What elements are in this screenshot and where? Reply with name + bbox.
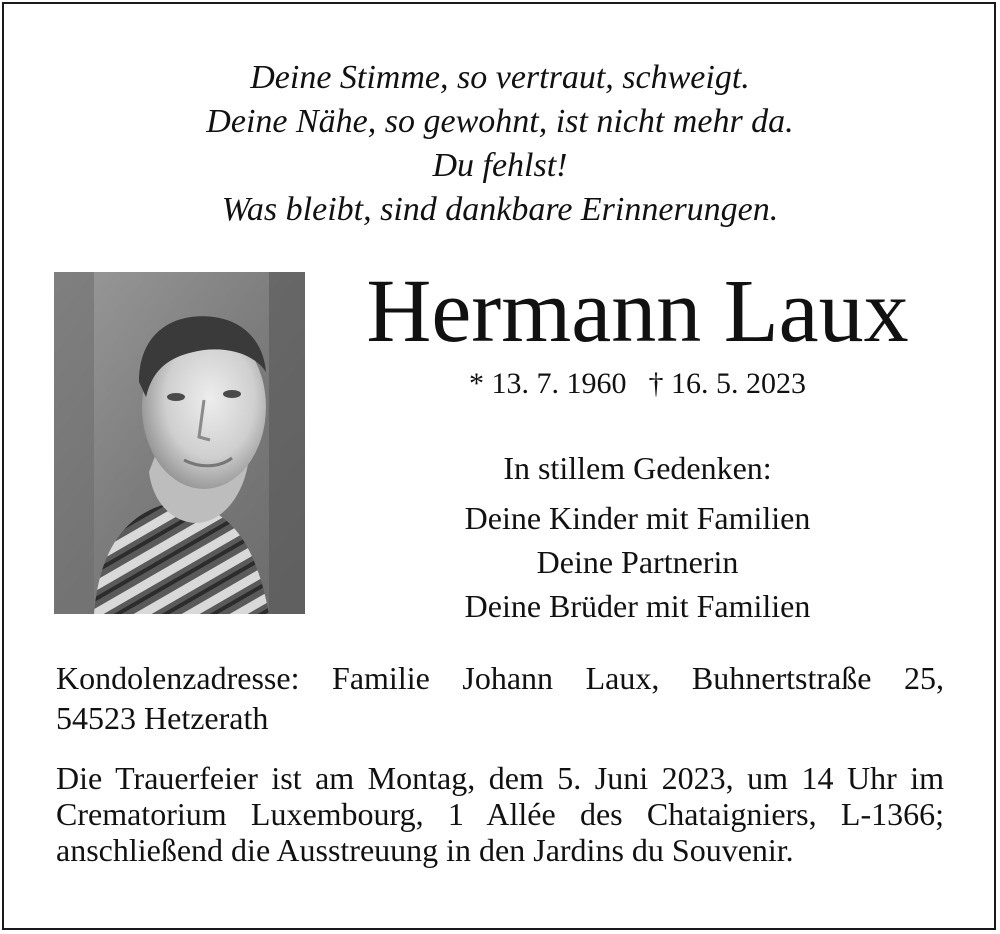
mourner-line: Deine Brüder mit Familien bbox=[464, 588, 811, 624]
address-line: 54523 Hetzerath bbox=[56, 700, 269, 736]
mourners-heading: In stillem Gedenken: bbox=[503, 450, 772, 486]
address-line: Kondolenzadresse: Familie Johann Laux, Buhnertstraße 25, bbox=[56, 660, 944, 696]
portrait-photo-graphic bbox=[54, 272, 305, 614]
life-dates bbox=[330, 364, 945, 404]
ceremony-line: anschließend die Ausstreuung in den Jardins du Souvenir. bbox=[56, 832, 794, 868]
birth-date: * 13. 7. 1960 bbox=[469, 367, 627, 400]
mourner-line: Deine Partnerin bbox=[536, 544, 739, 580]
poem-line: Deine Stimme, so vertraut, schweigt. bbox=[250, 59, 750, 96]
deceased-name: Hermann Laux bbox=[366, 262, 909, 361]
condolence-address bbox=[56, 658, 944, 738]
portrait-photo bbox=[54, 272, 305, 614]
poem-line: Du fehlst! bbox=[432, 147, 568, 184]
poem-line: Deine Nähe, so gewohnt, ist nicht mehr da. bbox=[206, 103, 794, 140]
mourner-line: Deine Kinder mit Familien bbox=[464, 500, 811, 536]
death-date: † 16. 5. 2023 bbox=[648, 367, 806, 400]
ceremony-line: Die Trauerfeier ist am Montag, dem 5. Juni 2023, um 14 Uhr im bbox=[56, 760, 944, 796]
poem-line: Was bleibt, sind dankbare Erinnerungen. bbox=[221, 191, 779, 228]
ceremony-line: Crematorium Luxembourg, 1 Allée des Chataigniers, L-1366; bbox=[56, 796, 944, 832]
mourners-block bbox=[330, 446, 945, 628]
memorial-poem bbox=[0, 56, 1000, 232]
ceremony-info bbox=[56, 760, 944, 868]
